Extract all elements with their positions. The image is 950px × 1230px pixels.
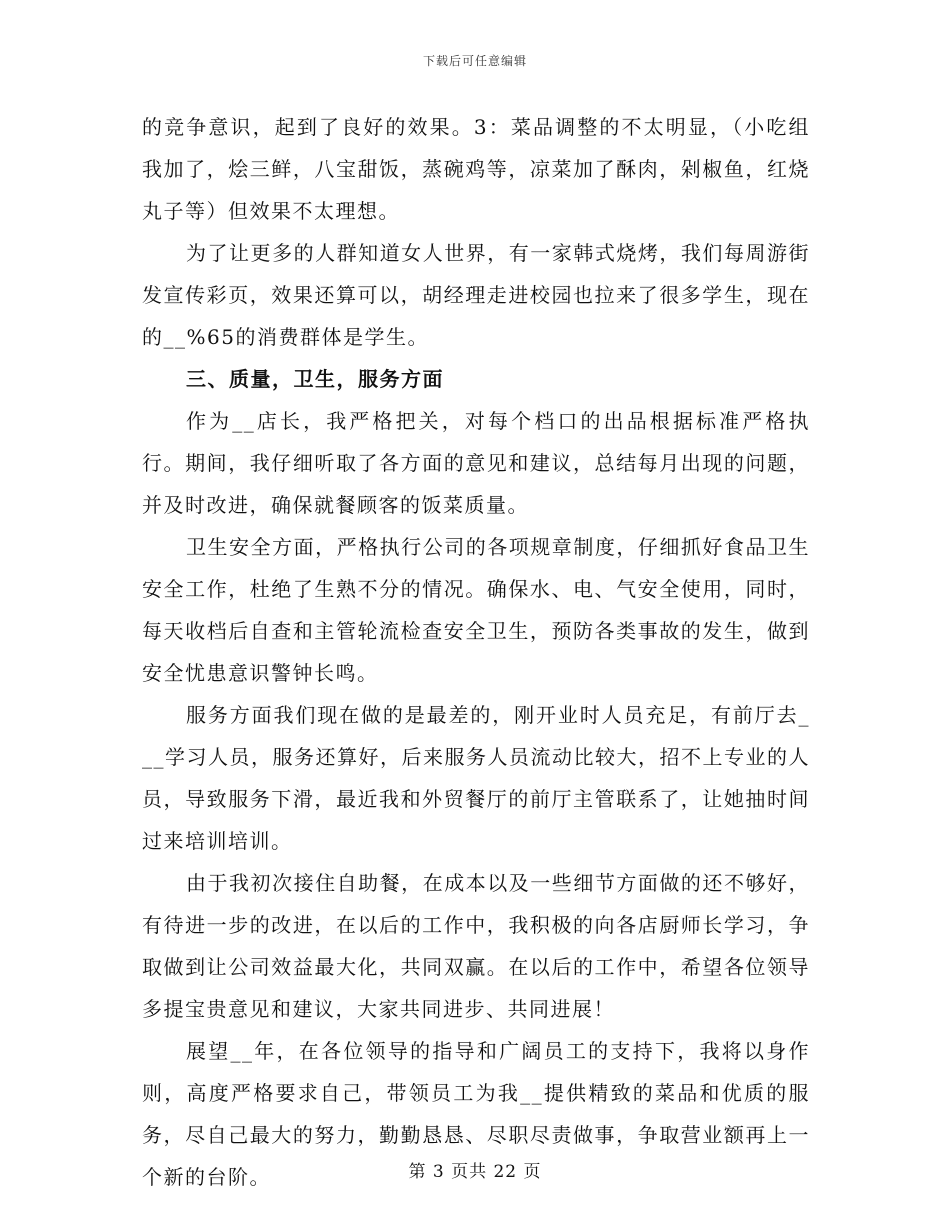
paragraph-quality: 作为__店长，我严格把关，对每个档口的出品根据标准严格执行。期间，我仔细听取了各方面的意见和建议，总结每月出现的问题，并及时改进，确保就餐顾客的饭菜质量。	[142, 409, 810, 517]
document-body	[142, 106, 810, 1198]
paragraph-competition: 的竞争意识，起到了良好的效果。3：菜品调整的不太明显，（小吃组我加了，烩三鲜，八宝甜饭，蒸碗鸡等，凉菜加了酥肉，剁椒鱼，红烧丸子等）但效果不太理想。	[142, 115, 810, 223]
section-heading-quality: 三、质量，卫生，服务方面	[186, 367, 444, 391]
paragraph-improvement: 由于我初次接住自助餐，在成本以及一些细节方面做的还不够好，有待进一步的改进，在以后的工作中，我积极的向各店厨师长学习，争取做到让公司效益最大化，共同双赢。在以后的工作中，希望各位领导多提宝贵意见和建议，大家共同进步、共同进展！	[142, 871, 810, 1021]
page-header-note: 下载后可任意编辑	[422, 54, 527, 68]
paragraph-hygiene: 卫生安全方面，严格执行公司的各项规章制度，仔细抓好食品卫生安全工作，杜绝了生熟不分的情况。确保水、电、气安全使用，同时，每天收档后自查和主管轮流检查安全卫生，预防各类事故的发生，做到安全忧患意识警钟长鸣。	[142, 535, 810, 685]
paragraph-outlook: 展望__年，在各位领导的指导和广阔员工的支持下，我将以身作则，高度严格要求自己，带领员工为我__提供精致的菜品和优质的服务，尽自己最大的努力，勤勤恳恳、尽职尽责做事，争取营业额再上一个新的台阶。	[142, 1039, 810, 1189]
paragraph-promotion: 为了让更多的人群知道女人世界，有一家韩式烧烤，我们每周游街发宣传彩页，效果还算可以，胡经理走进校园也拉来了很多学生，现在的__%65的消费群体是学生。	[142, 241, 810, 349]
page-number-footer: 第 3 页共 22 页	[408, 1162, 542, 1182]
paragraph-service: 服务方面我们现在做的是最差的，刚开业时人员充足，有前厅去___学习人员，服务还算好，后来服务人员流动比较大，招不上专业的人员，导致服务下滑，最近我和外贸餐厅的前厅主管联系了，让她抽时间过来培训培训。	[142, 703, 810, 853]
